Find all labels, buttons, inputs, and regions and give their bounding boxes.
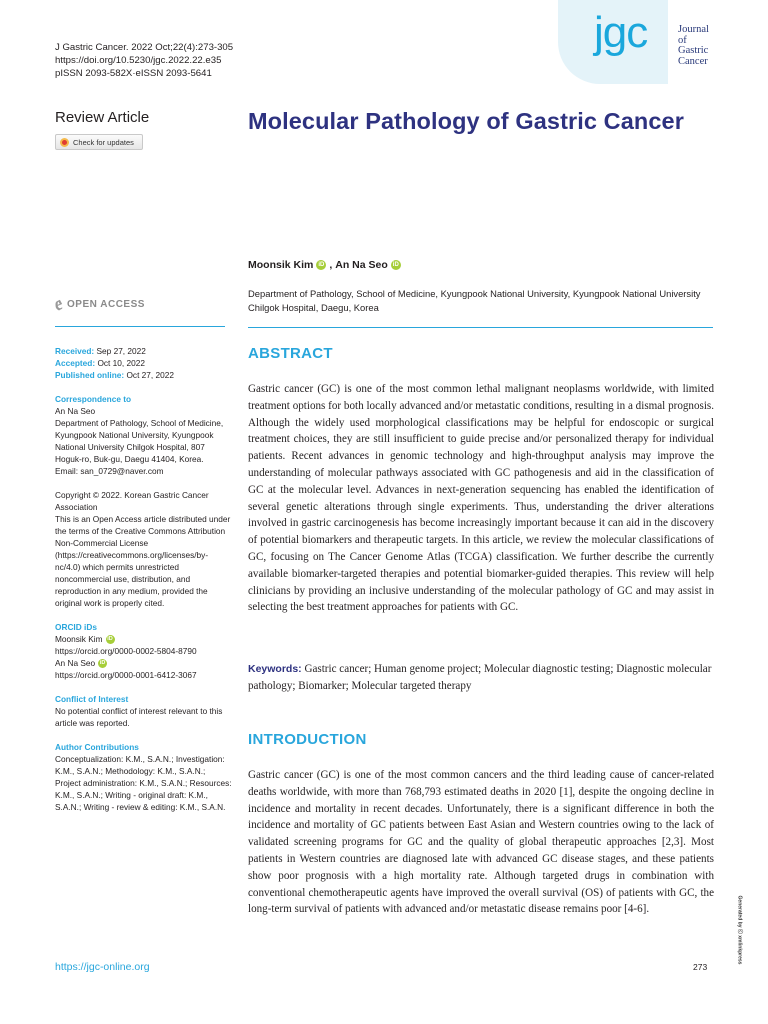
orcid-block [55,621,233,681]
open-access-badge [55,294,145,314]
dates-block [55,345,233,381]
correspondence-heading: Correspondence to [55,394,132,404]
orcid-heading: ORCID iDs [55,622,97,632]
page-number: 273 [693,962,708,972]
license-text: This is an Open Access article distributed under the terms of the Creative Commons Attribution Non-Commercial License (https://creativecommons.org/licenses/by-nc/4.0) which permits unrestricted noncommercial use, distribution, and reproduction in any medium, provided the original work is properly cited. [55,514,231,608]
main-divider [248,327,713,328]
orcid-icon[interactable]: iD [392,262,399,268]
date-label: Published online: [55,370,125,380]
logo-line: Gastric [678,45,709,56]
accepted-date [55,357,233,369]
crossmark-icon [60,138,69,147]
abstract-heading: ABSTRACT [248,345,333,362]
correspondence-name: An Na Seo [55,406,96,416]
logo-line: Cancer [678,55,708,67]
copyright-line: Copyright © 2022. Korean Gastric Cancer Association [55,490,209,512]
doi-link[interactable]: https://doi.org/10.5230/jgc.2022.22.e35 [55,55,222,66]
citation-line: J Gastric Cancer. 2022 Oct;22(4):273-305 [55,42,234,53]
date-label: Received: [55,346,95,356]
journal-logo [558,0,718,84]
date-value: Oct 10, 2022 [97,358,145,368]
orcid-icon: iD [99,659,106,666]
article-info-sidebar [55,345,233,825]
orcid-link[interactable]: https://orcid.org/0000-0002-5804-8790 [55,646,197,656]
copyright-block [55,489,233,609]
journal-website-link[interactable]: https://jgc-online.org [55,961,150,973]
author-list [248,259,401,271]
generated-by-stamp [728,890,752,970]
correspondence-address: Department of Pathology, School of Medicine, Kyungpook National University, Kyungpook National University Chilgok Hospital, 807 Hoguk-ro, Buk-gu, Daegu 41404, Korea. [55,418,224,464]
affiliation: Department of Pathology, School of Medicine, Kyungpook National University, Kyungpook National University Chilgok Hospital, Daegu, Korea [248,288,701,313]
author-separator: , [329,259,333,271]
introduction-text: Gastric cancer (GC) is one of the most common cancers and the third leading cause of cancer-related deaths worldwide, with more than 768,793 estimated deaths in 2020 [1], despite the ongoing decline in incidence and mortality in recent decades. Unfortunately, there is a significant difference in both the incidence and mortality of GC patients between East Asian and Western countries owing to the lack of validated screening programs for GC and the quality of global therapeutic approaches [2,3]. Most patients in Western countries are diagnosed late with advanced GC disease stages, and these patients show poor prognosis with a high mortality rate. Although targeted drugs in combination with conventional chemotherapeutic agents have improved the overall survival (OS) of patients with GC, the long-term survival of patients with advanced and/or metastatic disease remains poor [4-6]. [248,769,714,916]
orcid-icon[interactable]: iD [318,262,325,268]
logo-line: Journal [678,24,709,35]
published-date [55,369,233,381]
introduction-heading: INTRODUCTION [248,731,367,748]
logo-journal-name [678,25,709,67]
orcid-author-row [55,633,233,645]
generated-by-label: Generated by ⓒ xmlinkpress [736,895,743,965]
author-name: Moonsik Kim [248,259,314,271]
date-label: Accepted: [55,358,96,368]
keywords [248,661,714,695]
abstract-text: Gastric cancer (GC) is one of the most common lethal malignant neoplasms worldwide, with limited treatment options for both locally advanced and/or metastatic conditions, resulting in a dismal prognosis. Although the widely used morphological classifications may be helpful for endoscopic or surgical treatment choices, they are still insufficient to guide precise and/or personalized therapy for individual patients. Recent advances in genomic technology and high-throughput analysis may improve the understanding of molecular pathways associated with GC pathogenesis and aid in the classification of GC at the molecular level. Advances in next-generation sequencing has enabled the identification of several genetic alterations through single experiments. Thus, understanding the driver alterations involved in gastric carcinogenesis has become increasingly important because it can aid in the discovery of potential biomarkers and therapeutic targets. In this article, we review the molecular classifications of GC, focusing on The Cancer Genome Atlas (TCGA) classification. We further describe the currently available biomarker-targeted therapies and potential biomarker-guided therapies. This review will help clinicians by providing an inclusive understanding of the molecular pathology of GC and may assist in selecting the best treatment approaches for patients with GC. [248,383,714,614]
contributions-block [55,741,233,813]
article-type: Review Article [55,109,150,126]
orcid-author-row [55,657,233,669]
issn-line: pISSN 2093-582X·eISSN 2093-5641 [55,68,212,79]
orcid-icon: iD [107,635,113,642]
date-value: Sep 27, 2022 [96,346,146,356]
logo-line: of [678,34,687,46]
journal-citation-block [55,41,233,80]
article-title: Molecular Pathology of Gastric Cancer [248,108,684,134]
contributions-heading: Author Contributions [55,742,139,752]
keywords-label: Keywords: [248,663,302,675]
correspondence-block [55,393,233,477]
contributions-text: Conceptualization: K.M., S.A.N.; Investigation: K.M., S.A.N.; Methodology: K.M., S.A.N.; Project administration: K.M., S.A.N.; Resources: K.M., S.A.N.; Writing - original draft: K.M., S.A.N.; Writing - review & editing: K.M., S.A.N. [55,754,232,812]
check-for-updates-button[interactable] [55,134,143,150]
check-updates-label: Check for updates [73,137,134,147]
orcid-author-name: An Na Seo [55,658,96,668]
sidebar-divider [55,326,225,327]
orcid-link[interactable]: https://orcid.org/0000-0001-6412-3067 [55,670,197,680]
date-value: Oct 27, 2022 [126,370,174,380]
open-lock-icon: 𝔢 [55,293,63,315]
conflict-heading: Conflict of Interest [55,694,129,704]
keywords-text: Gastric cancer; Human genome project; Molecular diagnostic testing; Diagnostic molecular pathology; Biomarker; Molecular targeted therapy [248,663,712,692]
received-date [55,345,233,357]
open-access-label: OPEN ACCESS [67,298,145,310]
correspondence-email[interactable]: Email: san_0729@naver.com [55,466,164,476]
author-name: An Na Seo [335,259,388,271]
conflict-text: No potential conflict of interest relevant to this article was reported. [55,706,223,728]
logo-abbreviation: jgc [594,8,648,57]
conflict-block [55,693,233,729]
orcid-author-name: Moonsik Kim [55,634,103,644]
